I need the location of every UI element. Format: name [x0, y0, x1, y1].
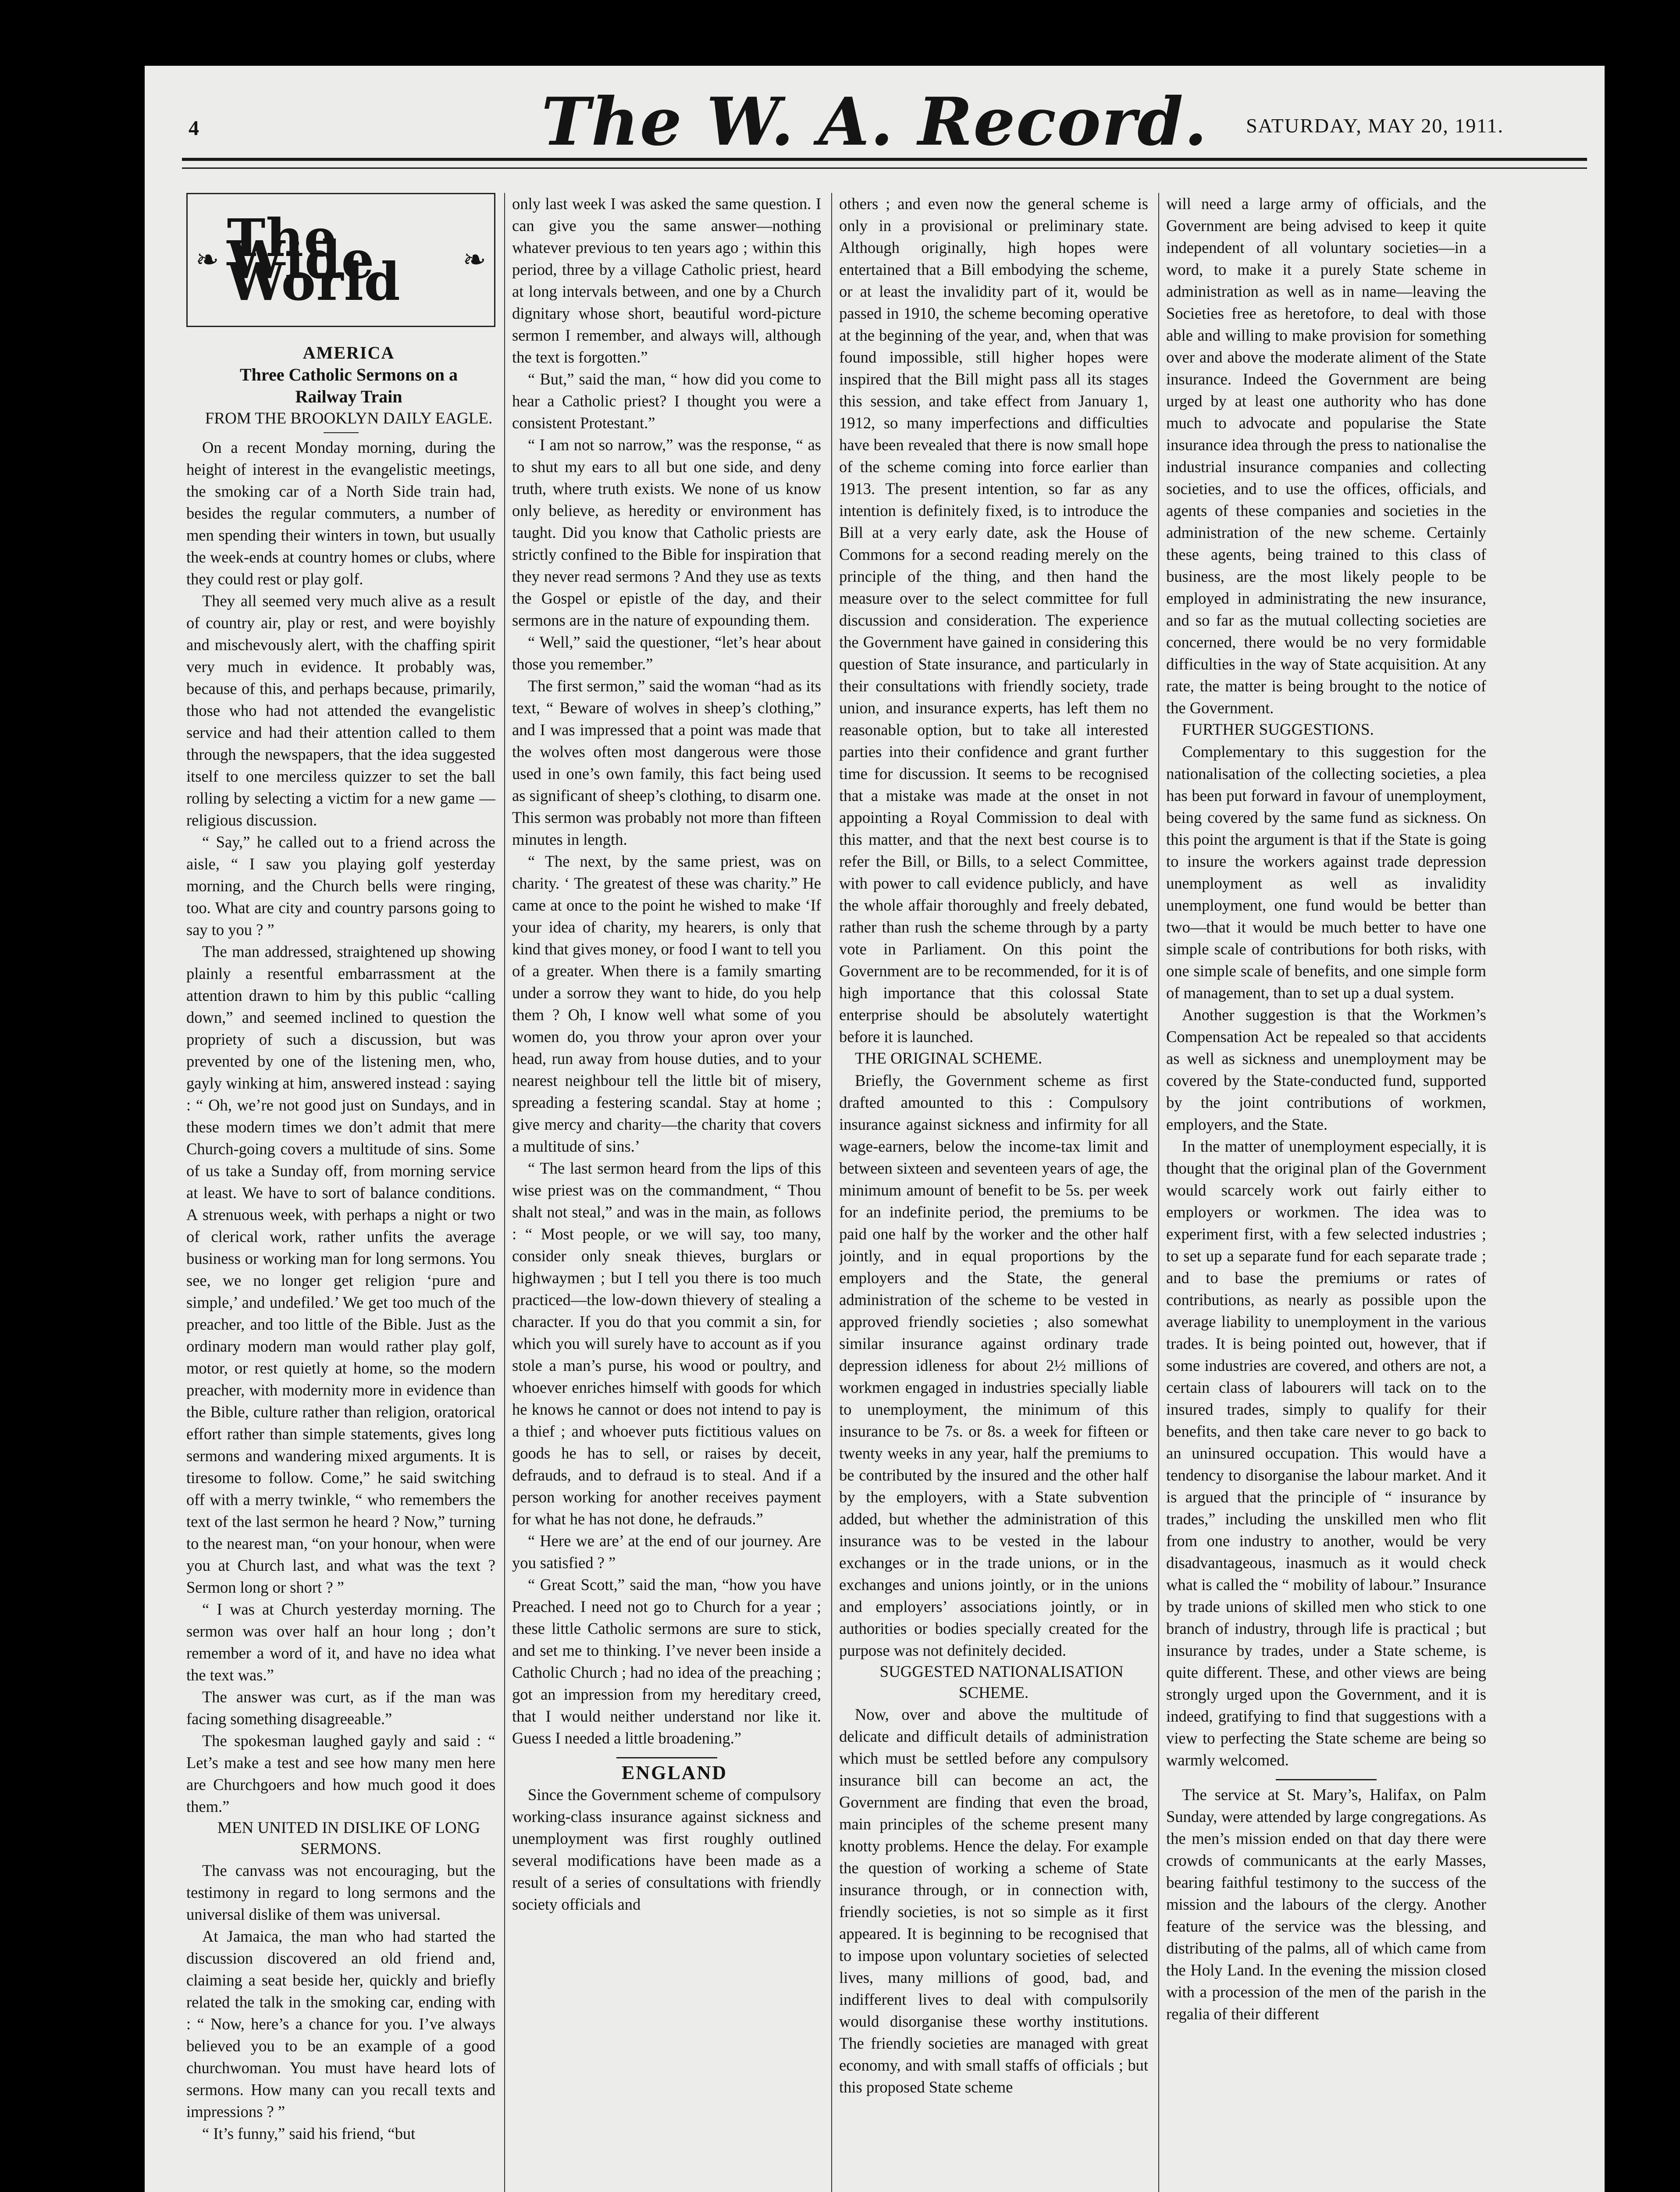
paragraph: The service at St. Mary’s, Halifax, on Palm Sunday, were attended by large congregations. As the men’s mission ended on that day there were crowds of communicants at the early Masses, bearing faithful testimony to the success of the mission and the labours of the clergy. Another feature of the service was the blessing, and distributing of the palms, all of which came from the Holy Land. In the evening the mission closed with a procession of the men of the parish in the regalia of their different — [1166, 1786, 1486, 2023]
paragraph: Complementary to this suggestion for the nationalisation of the collecting societies, a plea has been put forward in favour of unemployment, being covered by the same fund as sickness. On this point the argument is that if the State is going to insure the workers against trade depression unemployment as well as invalidity unemployment, one fund would be better than two—that it would be much better to have one simple scale of contributions for both risks, with one simple scale of benefits, and one simple form of management, than to set up a dual system. — [1166, 743, 1486, 1002]
masthead-rule-thick — [182, 158, 1587, 161]
paragraph: “ I was at Church yesterday morning. The sermon was over half an hour long ; don’t remember a word of it, and have no idea what the text was.” — [186, 1600, 495, 1684]
subsection-heading: THE ORIGINAL SCHEME. — [855, 1050, 1043, 1068]
paragraph: “ I am not so narrow,” was the response, “ as to shut my ears to all but one side, and deny truth, where truth exists. We none of us know only believe, as heredity or environment has taught. Did you know that Catholic priests are strictly confined to the Bible for inspiration that they never read sermons ? And they use as texts the Gospel or epistle of the day, and their sermons are in the nature of expounding them. — [512, 436, 821, 629]
paragraph: “ The next, by the same priest, was on charity. ‘ The greatest of these was charity.” He came at once to the point he wished to make ‘If your idea of charity, my hearers, is only that kind that gives money, or food I want to tell you of a greater. When there is a family smarting under a sorrow they want to hide, do you help them ? Oh, I know well what some of you women do, you throw your apron over your head, run away from house duties, and to your nearest neighbour tell the little bit of misery, spreading a festering scandal. Stay at home ; give mercy and charity—the charity that covers a multitude of sins.’ — [512, 852, 821, 1155]
leaf-ornament-icon: ❧ — [196, 244, 219, 275]
column-2 — [512, 193, 821, 2192]
paragraph: They all seemed very much alive as a result of country air, play or rest, and were boyishly and mischevously alert, with the chaffing spirit very much in evidence. It probably was, because of this, and perhaps because, primarily, those who had not attended the evangelistic service and had their attention called to them through the newspapers, that the idea suggested itself to one merciless quizzer to set the ball rolling by selecting a victim for a new game —religious discussion. — [186, 592, 495, 829]
paragraph: Briefly, the Government scheme as first drafted amounted to this : Compulsory insurance against sickness and infirmity for all wage-earners, below the income-tax limit and between sixteen and seventeen years of age, the minimum amount of benefit to be 5s. per week for an indefinite period, the premiums to be paid one half by the worker and the other half jointly, and in equal proportions by the employers and the State, the general administration of the scheme to be vested in approved friendly societies ; also somewhat similar insurance against ordinary trade depression idleness for about 2½ millions of workmen engaged in industries specially liable to unemployment, the minimum of this insurance to be 7s. or 8s. a week for fifteen or twenty weeks in any year, half the premiums to be contributed by the insured and the other half by the employers, with a State subvention added, but whether the administration of this insurance was to be vested in the labour exchanges or in the trade unions, or in the exchanges and unions jointly, or in the unions and employers’ associations jointly, or in authorities or bodies specially created for the purpose was not definitely decided. — [839, 1071, 1148, 1659]
section-rule — [1276, 1779, 1377, 1780]
column-4 — [1166, 193, 1486, 2192]
page-number: 4 — [189, 117, 199, 140]
column-3 — [839, 193, 1148, 2192]
column-divider — [831, 193, 832, 2192]
paragraph: Now, over and above the multitude of delicate and difficult details of administration which must be settled before any compulsory insurance bill can become an act, the Government are finding that even the broad, main principles of the scheme present many knotty problems. Hence the delay. For example the question of working a scheme of State insurance through, or in connection with, friendly societies, is not so simple as it first appeared. It is beginning to be recognised that to impose upon voluntary societies of selected lives, many millions of good, bad, and indifferent lives to deal with compulsorily would disorganise these worthy institutions. The friendly societies are managed with great economy, and with small staffs of officials ; but this proposed State scheme — [839, 1705, 1148, 2096]
paragraph: The answer was curt, as if the man was facing something disagreeable.” — [186, 1688, 495, 1728]
paragraph: The man addressed, straightened up showing plainly a resentful embarrassment at the attention drawn to him by this public “calling down,” and seemed inclined to question the propriety of such a discussion, but was prevented by one of the listening men, who, gayly winking at him, answered instead : saying : “ Oh, we’re not good just on Sundays, and in these modern times we don’t admit that mere Church-going covers a multitude of sins. Some of us take a Sunday off, from morning service at least. We have to sort of balance conditions. A strenuous week, with perhaps a night or two of clerical work, rather unfits the average business or working man for long sermons. You see, we no longer get religion ‘pure and simple,’ and undefiled.’ We get too much of the preacher, and too little of the Bible. Just as the ordinary modern man would rather play golf, motor, or rest quietly at home, so the modern preacher, with modernity more in evidence than the Bible, culture rather than religion, oratorical effort rather than simple statements, gives long sermons and wandering mixed arguments. It is tiresome to follow. Come,” he said switching off with a merry twinkle, “ who remembers the text of the last sermon he heard ? Now,” turning to the nearest man, “on your honour, when were you at Church last, and what was the text ? Sermon long or short ? ” — [186, 943, 495, 1596]
paragraph: In the matter of unemployment especially, it is thought that the original plan of the Government would scarcely work out fairly either to employers or workmen. The idea was to experiment first, with a few selected industries ; to set up a separate fund for each separate trade ; and to base the premiums or rates of contributions, as nearly as possible upon the average liability to unemployment in the various trades. It is being pointed out, however, that if some industries are covered, and others are not, a certain class of labourers will tack on to the insured trades, simply to qualify for their benefits, and then take care never to go back to an uninsured occupation. This would have a tendency to disorganise the labour market. And it is argued that the principle of “ insurance by trades,” including the unskilled men who flit from one industry to another, would be very disadvantageous, inasmuch as it would check what is called the “ mobility of labour.” Insurance by trade unions of skilled men who stick to one branch of industry, through life is practical ; but insurance by trades, under a State scheme, is quite different. These, and other views are being strongly urged upon the Government, and it is indeed, gratifying to find that suggestions with a view to perfecting the State scheme are being so warmly welcomed. — [1166, 1137, 1486, 1769]
paragraph: Since the Government scheme of compulsory working-class insurance against sickness and unemployment was first roughly outlined several modifications have been made as a result of a series of consultations with friendly society officials and — [512, 1786, 821, 1913]
paragraph: The canvass was not encouraging, but the testimony in regard to long sermons and the universal dislike of them was universal. — [186, 1861, 495, 1923]
short-rule — [324, 432, 359, 433]
article-source: FROM THE BROOKLYN DAILY EAGLE. — [205, 409, 493, 427]
newspaper-page — [145, 66, 1605, 2192]
section-banner-title: The Wide World — [227, 207, 401, 312]
section-banner — [186, 193, 495, 327]
paragraph: At Jamaica, the man who had started the discussion discovered an old friend and, claiming a seat beside her, quickly and briefly related the talk in the smoking car, ending with : “ Now, here’s a chance for you. I’ve always believed you to be an example of a good churchwoman. You must have heard lots of sermons. How many can you recall texts and impressions ? ” — [186, 1927, 495, 2121]
column-divider — [1158, 193, 1159, 2192]
paragraph: “ But,” said the man, “ how did you come to hear a Catholic priest? I thought you were a consistent Protestant.” — [512, 370, 821, 432]
paragraph: only last week I was asked the same question. I can give you the same answer—nothing whatever previous to ten years ago ; within this period, three by a village Catholic priest, heard at long intervals between, and one by a Church dignitary whose short, beautiful word-picture sermon I remember, and always will, although the text is forgotten.” — [512, 195, 821, 366]
section-rule — [616, 1757, 717, 1758]
subsection-heading: MEN UNITED IN DISLIKE OF LONG SERMONS. — [217, 1819, 481, 1858]
article-subheading: Three Catholic Sermons on a — [239, 365, 458, 384]
column-divider — [504, 193, 505, 2192]
paragraph: others ; and even now the general scheme is only in a provisional or preliminary state. Although originally, high hopes were entertained that a Bill embodying the scheme, or at least the invalidity part of it, would be passed in 1910, the scheme becoming operative at the beginning of the year, and, when that was found impossible, still higher hopes were inspired that the Bill might pass all its stages this session, and take effect from January 1, 1912, so many imperfections and difficulties have been revealed that there is now small hope of the scheme coming into force earlier than 1913. The present intention, so far as any intention is definitely fixed, is to introduce the Bill at a very early date, ask the House of Commons for a second reading merely on the principle of the thing, and then hand the measure over to the select committee for full discussion and consideration. The experience the Government have gained in considering this question of State insurance, and particularly in their consultations with friendly society, trade union, and insurance experts, has left them no reasonable option, but to take all interested parties into their confidence and grant further time for discussion. It seems to be recognised that a mistake was made at the onset in not appointing a Royal Commission to deal with this matter, and that the next best course is to refer the Bill, or Bills, to a select Committee, with power to call evidence publicly, and have the whole affair thoroughly and freely debated, rather than rush the scheme through by a party vote in Parliament. On this point the Government are to be recommended, for it is of high importance that this colossal State enterprise should be absolutely watertight before it is launched. — [839, 195, 1148, 1046]
paragraph: The first sermon,” said the woman “had as its text, “ Beware of wolves in sheep’s clothing,” and I was impressed that a point was made that the wolves often most dangerous were those used in one’s own family, this fact being used as significant of sheep’s clothing, to disarm one. This sermon was probably not more than fifteen minutes in length. — [512, 677, 821, 848]
masthead-title: The W. A. Record. — [541, 83, 1208, 160]
paragraph: “ Well,” said the questioner, “let’s hear about those you remember.” — [512, 633, 821, 673]
subsection-heading: FURTHER SUGGESTIONS. — [1182, 721, 1374, 739]
paragraph: “ Here we are’ at the end of our journey. Are you satisfied ? ” — [512, 1532, 821, 1572]
issue-date: SATURDAY, MAY 20, 1911. — [1246, 114, 1504, 137]
column-1 — [186, 193, 495, 2192]
paragraph: The spokesman laughed gayly and said : “ Let’s make a test and see how many men here are Churchgoers and how much good it does them.” — [186, 1732, 495, 1815]
section-heading-america: AMERICA — [303, 343, 395, 363]
subsection-heading: SUGGESTED NATIONALISATION SCHEME. — [879, 1663, 1124, 1702]
paragraph: “ The last sermon heard from the lips of this wise priest was on the commandment, “ Thou shalt not steal,” and was in the main, as follows : “ Most people, or we will say, too many, consider only sneak thieves, burglars or highwaymen ; but I tell you there is too much practiced—the low-down thievery of stealing a character. If you do that you commit a sin, for which you will surely have to account as if you stole a man’s purse, his wood or poultry, and whoever enriches himself with goods for which he knows he cannot or does not intend to pay is a thief ; and whoever puts fictitious values on goods he has to sell, or raises by deceit, defrauds, and to defraud is to steal. And if a person working for another receives payment for what he has not done, he defrauds.” — [512, 1159, 821, 1528]
paragraph: “ Great Scott,” said the man, “how you have Preached. I need not go to Church for a year ; these little Catholic sermons are sure to stick, and set me to thinking. I’ve never been inside a Catholic Church ; had no idea of the preaching ; got an impression from my hereditary creed, that I would neither understand nor like it. Guess I needed a little broadening.” — [512, 1576, 821, 1747]
masthead-rule-thin — [182, 167, 1587, 169]
section-heading-england: ENGLAND — [621, 1762, 728, 1783]
leaf-ornament-icon: ❧ — [463, 244, 486, 275]
paragraph: On a recent Monday morning, during the height of interest in the evangelistic meetings, the smoking car of a North Side train had, besides the regular commuters, a number of men spending their winters in town, but usually the week-ends at country homes or clubs, where they could rest or play golf. — [186, 438, 495, 588]
paragraph: “ Say,” he called out to a friend across the aisle, “ I saw you playing golf yesterday morning, and the Church bells were ringing, too. What are city and country parsons going to say to you ? ” — [186, 833, 495, 939]
article-subheading: Railway Train — [295, 387, 402, 406]
paragraph: “ It’s funny,” said his friend, “but — [202, 2124, 416, 2142]
paragraph: will need a large army of officials, and the Government are being advised to keep it quite independent of all voluntary societies—in a word, to make it a purely State scheme in administration as well as in name—leaving the Societies free as heretofore, to deal with those able and willing to make provision for something over and above the moderate aliment of the State insurance. Indeed the Government are being urged by at least one authority who has done much to advocate and popularise the State insurance idea through the press to nationalise the industrial insurance companies and collecting societies, and to use the offices, officials, and agents of these companies and societies in the administration of the new scheme. Certainly these agents, being trained to this class of business, are the most likely people to be employed in administrating the new insurance, and so far as the mutual collecting societies are concerned, there would be no very formidable difficulties in the way of State acquisition. At any rate, the matter is being brought to the notice of the Government. — [1166, 195, 1486, 717]
paragraph: Another suggestion is that the Workmen’s Compensation Act be repealed so that accidents as well as sickness and unemployment may be covered by the State-conducted fund, supported by the joint contributions of workmen, employers, and the State. — [1166, 1006, 1486, 1133]
